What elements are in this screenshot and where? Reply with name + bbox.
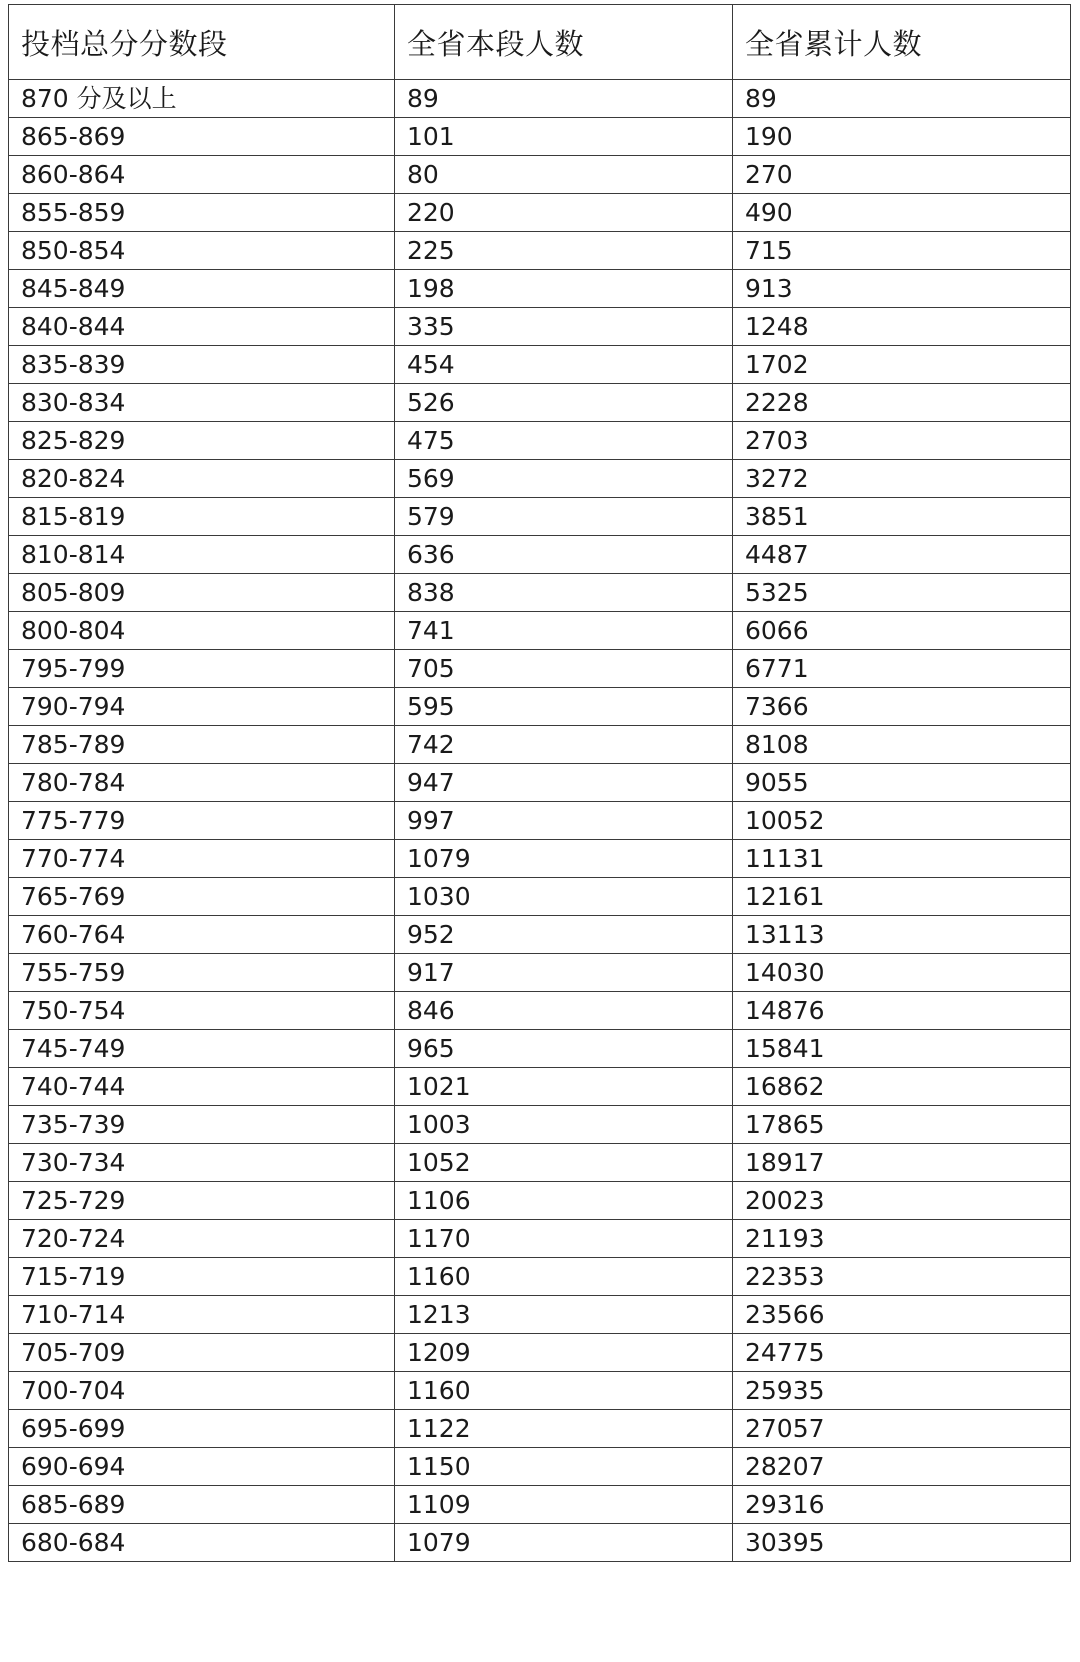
score-range-cell: 825-829 [9,422,395,460]
segment-count-cell: 636 [395,536,733,574]
segment-count-cell: 1021 [395,1068,733,1106]
score-range-cell: 805-809 [9,574,395,612]
cumulative-count-cell: 1248 [733,308,1071,346]
table-row [9,878,1071,916]
cumulative-count-cell: 3272 [733,460,1071,498]
score-range-cell: 870 分及以上 [9,80,395,118]
segment-count-cell: 1122 [395,1410,733,1448]
column-header-segment-count: 全省本段人数 [395,5,733,80]
score-range-cell: 850-854 [9,232,395,270]
table-row [9,1068,1071,1106]
score-range-cell: 730-734 [9,1144,395,1182]
table-row [9,1144,1071,1182]
score-range-cell: 735-739 [9,1106,395,1144]
cumulative-count-cell: 6771 [733,650,1071,688]
score-range-cell: 860-864 [9,156,395,194]
cumulative-count-cell: 490 [733,194,1071,232]
score-range-cell: 770-774 [9,840,395,878]
table-row [9,118,1071,156]
cumulative-count-cell: 190 [733,118,1071,156]
segment-count-cell: 1079 [395,840,733,878]
score-range-cell: 845-849 [9,270,395,308]
cumulative-count-cell: 29316 [733,1486,1071,1524]
segment-count-cell: 335 [395,308,733,346]
table-row [9,1220,1071,1258]
score-range-cell: 695-699 [9,1410,395,1448]
cumulative-count-cell: 23566 [733,1296,1071,1334]
segment-count-cell: 1106 [395,1182,733,1220]
table-row [9,1296,1071,1334]
score-range-cell: 700-704 [9,1372,395,1410]
segment-count-cell: 838 [395,574,733,612]
segment-count-cell: 526 [395,384,733,422]
table-row [9,650,1071,688]
segment-count-cell: 220 [395,194,733,232]
cumulative-count-cell: 3851 [733,498,1071,536]
segment-count-cell: 917 [395,954,733,992]
score-range-cell: 765-769 [9,878,395,916]
score-range-cell: 680-684 [9,1524,395,1562]
cumulative-count-cell: 715 [733,232,1071,270]
score-range-cell: 830-834 [9,384,395,422]
cumulative-count-cell: 1702 [733,346,1071,384]
table-row [9,992,1071,1030]
table-row [9,156,1071,194]
segment-count-cell: 454 [395,346,733,384]
score-range-cell: 705-709 [9,1334,395,1372]
segment-count-cell: 101 [395,118,733,156]
cumulative-count-cell: 27057 [733,1410,1071,1448]
segment-count-cell: 475 [395,422,733,460]
cumulative-count-cell: 11131 [733,840,1071,878]
column-header-score-range: 投档总分分数段 [9,5,395,80]
score-distribution-table [8,4,1071,1562]
table-row [9,270,1071,308]
score-range-cell: 795-799 [9,650,395,688]
table-row [9,80,1071,118]
segment-count-cell: 1079 [395,1524,733,1562]
score-range-cell: 785-789 [9,726,395,764]
table-row [9,840,1071,878]
table-row [9,308,1071,346]
table-row [9,232,1071,270]
cumulative-count-cell: 10052 [733,802,1071,840]
cumulative-count-cell: 9055 [733,764,1071,802]
score-range-cell: 865-869 [9,118,395,156]
score-range-cell: 685-689 [9,1486,395,1524]
cumulative-count-cell: 8108 [733,726,1071,764]
segment-count-cell: 1109 [395,1486,733,1524]
header-row [9,5,1071,80]
table-row [9,1030,1071,1068]
score-range-cell: 790-794 [9,688,395,726]
score-range-cell: 710-714 [9,1296,395,1334]
table-row [9,1448,1071,1486]
score-range-cell: 690-694 [9,1448,395,1486]
cumulative-count-cell: 2703 [733,422,1071,460]
cumulative-count-cell: 913 [733,270,1071,308]
cumulative-count-cell: 7366 [733,688,1071,726]
cumulative-count-cell: 16862 [733,1068,1071,1106]
segment-count-cell: 569 [395,460,733,498]
score-range-cell: 740-744 [9,1068,395,1106]
score-range-cell: 815-819 [9,498,395,536]
cumulative-count-cell: 2228 [733,384,1071,422]
segment-count-cell: 1030 [395,878,733,916]
segment-count-cell: 1209 [395,1334,733,1372]
table-row [9,1258,1071,1296]
score-range-cell: 800-804 [9,612,395,650]
table-row [9,422,1071,460]
cumulative-count-cell: 20023 [733,1182,1071,1220]
segment-count-cell: 579 [395,498,733,536]
table-row [9,498,1071,536]
score-range-cell: 755-759 [9,954,395,992]
segment-count-cell: 1160 [395,1372,733,1410]
table-header [9,5,1071,80]
score-range-cell: 745-749 [9,1030,395,1068]
segment-count-cell: 1052 [395,1144,733,1182]
segment-count-cell: 705 [395,650,733,688]
cumulative-count-cell: 89 [733,80,1071,118]
score-range-cell: 780-784 [9,764,395,802]
cumulative-count-cell: 21193 [733,1220,1071,1258]
cumulative-count-cell: 5325 [733,574,1071,612]
cumulative-count-cell: 22353 [733,1258,1071,1296]
score-range-cell: 720-724 [9,1220,395,1258]
segment-count-cell: 1003 [395,1106,733,1144]
table-row [9,460,1071,498]
table-row [9,574,1071,612]
table-row [9,1486,1071,1524]
segment-count-cell: 80 [395,156,733,194]
score-range-cell: 750-754 [9,992,395,1030]
table-row [9,1372,1071,1410]
cumulative-count-cell: 17865 [733,1106,1071,1144]
score-range-cell: 725-729 [9,1182,395,1220]
table-row [9,726,1071,764]
score-range-cell: 810-814 [9,536,395,574]
segment-count-cell: 89 [395,80,733,118]
table-row [9,612,1071,650]
cumulative-count-cell: 25935 [733,1372,1071,1410]
table-row [9,346,1071,384]
segment-count-cell: 741 [395,612,733,650]
segment-count-cell: 1170 [395,1220,733,1258]
segment-count-cell: 198 [395,270,733,308]
segment-count-cell: 1160 [395,1258,733,1296]
cumulative-count-cell: 13113 [733,916,1071,954]
segment-count-cell: 952 [395,916,733,954]
table-row [9,194,1071,232]
score-range-cell: 775-779 [9,802,395,840]
segment-count-cell: 1150 [395,1448,733,1486]
table-row [9,954,1071,992]
cumulative-count-cell: 28207 [733,1448,1071,1486]
cumulative-count-cell: 14876 [733,992,1071,1030]
score-range-cell: 715-719 [9,1258,395,1296]
table-row [9,916,1071,954]
cumulative-count-cell: 12161 [733,878,1071,916]
score-range-cell: 820-824 [9,460,395,498]
score-distribution-sheet [8,4,1070,1562]
segment-count-cell: 742 [395,726,733,764]
cumulative-count-cell: 15841 [733,1030,1071,1068]
cumulative-count-cell: 14030 [733,954,1071,992]
score-range-cell: 835-839 [9,346,395,384]
table-row [9,1334,1071,1372]
score-range-cell: 760-764 [9,916,395,954]
cumulative-count-cell: 4487 [733,536,1071,574]
segment-count-cell: 846 [395,992,733,1030]
cumulative-count-cell: 18917 [733,1144,1071,1182]
table-row [9,764,1071,802]
score-range-cell: 855-859 [9,194,395,232]
column-header-cumulative-count: 全省累计人数 [733,5,1071,80]
cumulative-count-cell: 6066 [733,612,1071,650]
segment-count-cell: 1213 [395,1296,733,1334]
table-row [9,1524,1071,1562]
table-body [9,80,1071,1562]
table-row [9,384,1071,422]
table-row [9,1106,1071,1144]
cumulative-count-cell: 24775 [733,1334,1071,1372]
table-row [9,536,1071,574]
score-range-cell: 840-844 [9,308,395,346]
table-row [9,802,1071,840]
segment-count-cell: 225 [395,232,733,270]
segment-count-cell: 965 [395,1030,733,1068]
cumulative-count-cell: 270 [733,156,1071,194]
segment-count-cell: 947 [395,764,733,802]
cumulative-count-cell: 30395 [733,1524,1071,1562]
table-row [9,688,1071,726]
segment-count-cell: 997 [395,802,733,840]
table-row [9,1410,1071,1448]
segment-count-cell: 595 [395,688,733,726]
table-row [9,1182,1071,1220]
